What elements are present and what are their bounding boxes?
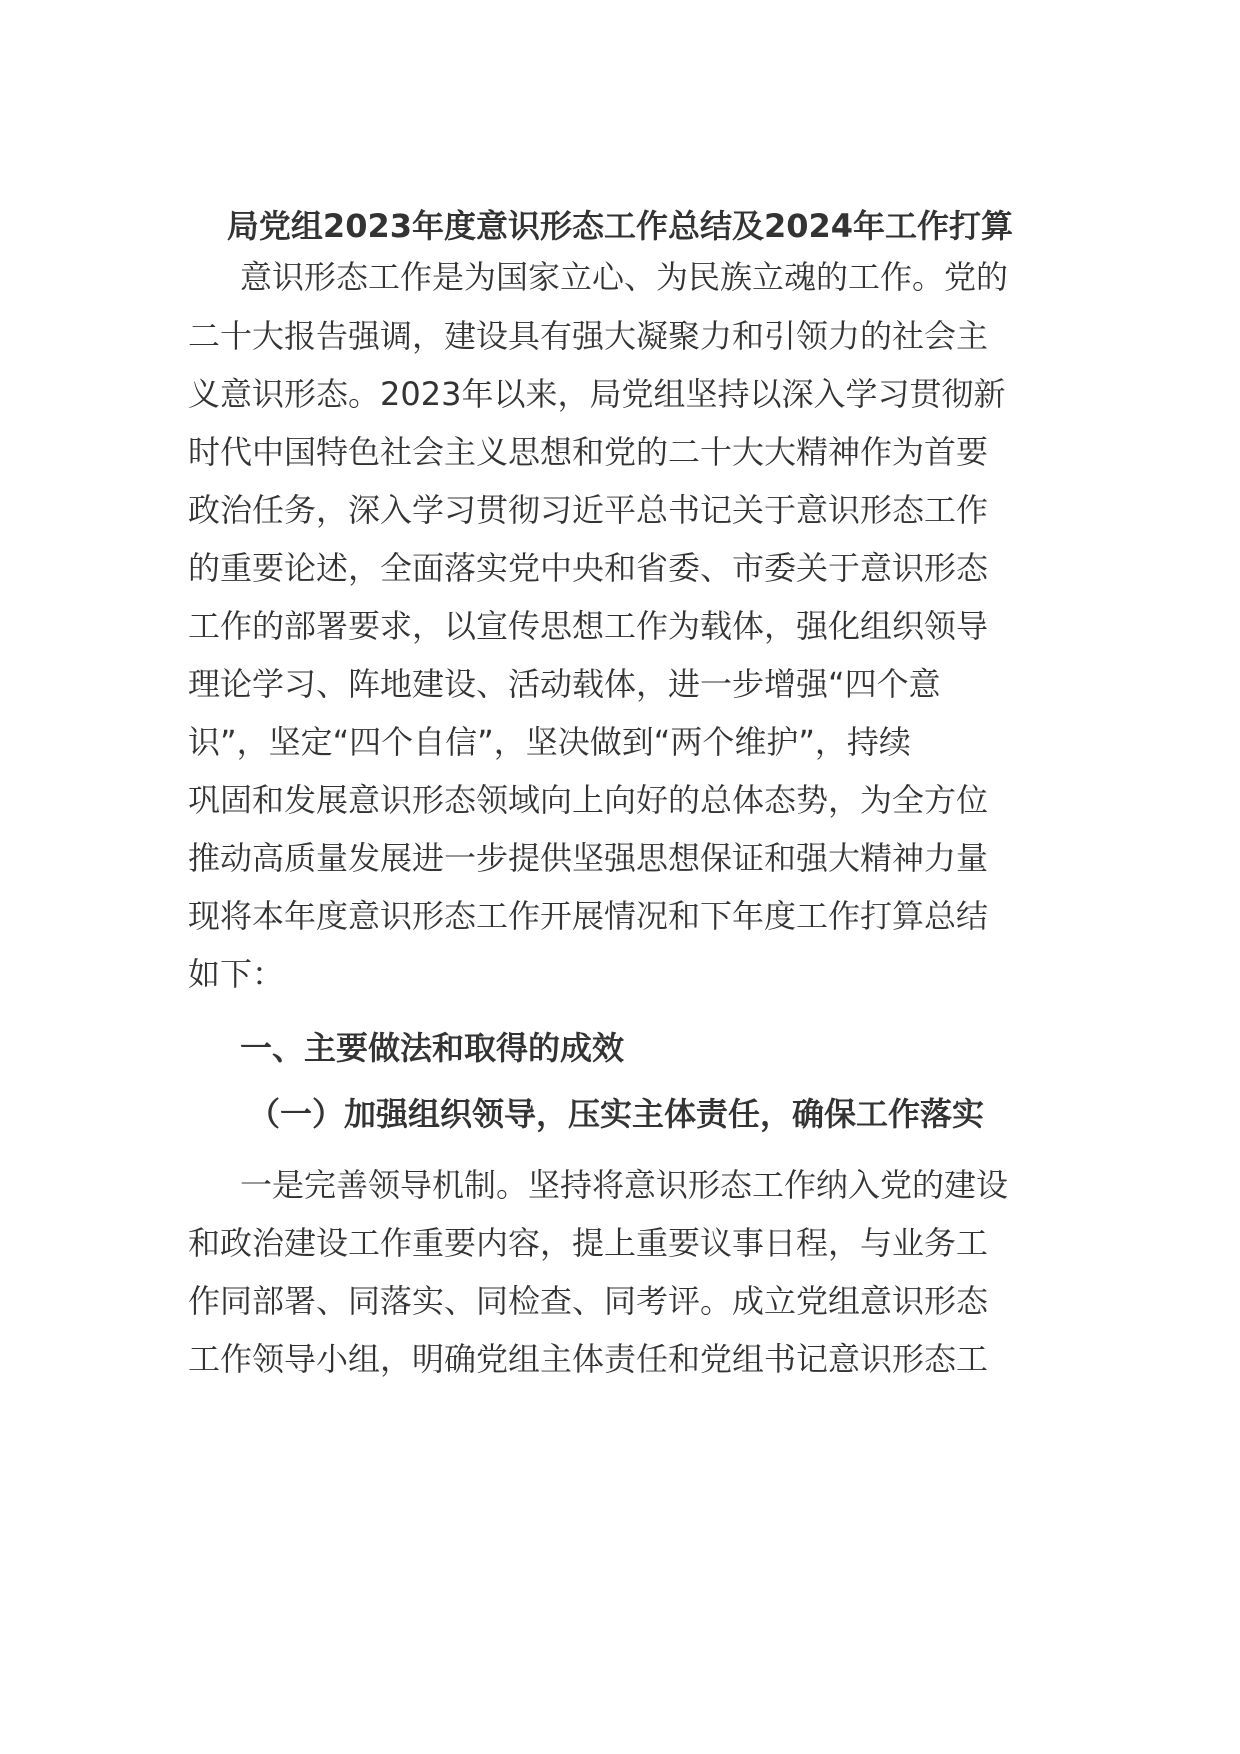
body-line: 作同部署、同落实、同检查、同考评。成立党组意识形态 — [188, 1282, 989, 1320]
section-heading: 一、主要做法和取得的成效 — [240, 1029, 625, 1067]
intro-line: 识”，坚定“四个自信”，坚决做到“两个维护”，持续 — [188, 723, 911, 761]
intro-line: 如下： — [188, 955, 285, 993]
intro-line: 推动高质量发展进一步提供坚强思想保证和强大精神力量 — [188, 839, 989, 877]
body-line: 和政治建设工作重要内容，提上重要议事日程，与业务工 — [188, 1224, 989, 1262]
intro-line: 二十大报告强调，建设具有强大凝聚力和引领力的社会主 — [188, 317, 989, 355]
intro-line: 时代中国特色社会主义思想和党的二十大大精神作为首要 — [188, 433, 989, 471]
intro-line: 政治任务，深入学习贯彻习近平总书记关于意识形态工作 — [188, 491, 989, 529]
subsection-heading: （一）加强组织领导，压实主体责任，确保工作落实 — [248, 1095, 985, 1133]
intro-line: 巩固和发展意识形态领域向上向好的总体态势，为全方位 — [188, 781, 989, 819]
intro-line: 的重要论述，全面落实党中央和省委、市委关于意识形态 — [188, 549, 989, 587]
intro-line: 义意识形态。2023年以来，局党组坚持以深入学习贯彻新 — [188, 375, 1006, 413]
body-line: 工作领导小组，明确党组主体责任和党组书记意识形态工 — [188, 1340, 989, 1378]
intro-line: 现将本年度意识形态工作开展情况和下年度工作打算总结 — [188, 897, 989, 935]
intro-line: 理论学习、阵地建设、活动载体，进一步增强“四个意 — [188, 665, 941, 703]
body-line: 一是完善领导机制。坚持将意识形态工作纳入党的建设 — [240, 1166, 1009, 1204]
intro-line: 工作的部署要求，以宣传思想工作为载体，强化组织领导 — [188, 607, 989, 645]
document-title: 局党组2023年度意识形态工作总结及2024年工作打算 — [226, 207, 1014, 245]
intro-line: 意识形态工作是为国家立心、为民族立魂的工作。党的 — [240, 258, 1009, 296]
